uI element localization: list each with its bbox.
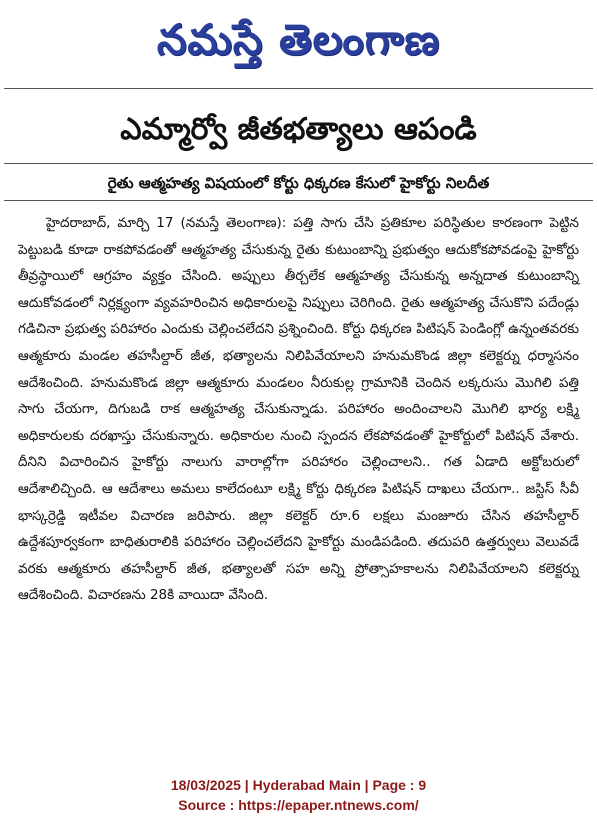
article-headline: ఎమ్మార్వో జీతభత్యాలు ఆపండి xyxy=(120,112,477,147)
footer-source-link: Source : https://epaper.ntnews.com/ xyxy=(178,797,419,813)
divider xyxy=(4,200,593,201)
divider xyxy=(4,163,593,164)
article-subheadline: రైతు ఆత్మహత్య విషయంలో కోర్టు ధిక్కరణ కేసులో హైకోర్టు నిలదీత xyxy=(107,174,490,192)
divider xyxy=(4,88,593,89)
newspaper-masthead: నమస్తే తెలంగాణ xyxy=(156,15,441,64)
footer-date-edition: 18/03/2025 | Hyderabad Main | Page : 9 xyxy=(170,777,427,793)
source-footer xyxy=(0,775,597,815)
article-body: హైదరాబాద్, మార్చి 17 (నమస్తే తెలంగాణ): పత్తి సాగు చేసి ప్రతికూల పరిస్థితుల కారణంగా పెట్టిన పెట్టుబడి కూడా రాకపోవడంతో ఆత్మహత్య చేసుకున్న రైతు కుటుంబాన్ని ప్రభుత్వం ఆదుకోకపోవడంపై హైకోర్టు తీవ్రస్థాయిలో ఆగ్రహం వ్యక్తం చేసింది. అప్పులు తీర్చలేక ఆత్మహత్య చేసుకున్న అన్నదాత కుటుంబాన్ని ఆదుకోవడంలో నిర్లక్ష్యంగా వ్యవహరించిన అధికారులపై నిప్పులు చెరిగింది. రైతు ఆత్మహత్య చేసుకొని పదేండ్లు గడిచినా ప్రభుత్వ పరిహారం ఎందుకు చెల్లించలేదని ప్రశ్నించింది. కోర్టు ధిక్కరణ పిటిషన్ పెండింగ్లో ఉన్నంతవరకు ఆత్మకూరు మండల తహసీల్దార్ జీత, భత్యాలను నిలిపివేయాలని హనుమకొండ జిల్లా కలెక్టర్ను ధర్మాసనం ఆదేశించింది. హనుమకొండ జిల్లా ఆత్మకూరు మండలం నీరుకుల్ల గ్రామానికి చెందిన లక్కరుసు మొగిలి పత్తి సాగు చేయగా, దిగుబడి రాక ఆత్మహత్య చేసుకున్నాడు. పరిహారం అందించాలని మొగిలి భార్య లక్ష్మి అధికారులకు దరఖాస్తు చేసుకున్నారు. అధికారుల నుంచి స్పందన లేకపోవడంతో హైకోర్టులో పిటిషన్ వేశారు. దీనిని విచారించిన హైకోర్టు నాలుగు వారాల్లోగా పరిహారం చెల్లించాలని.. గత ఏడాది అక్టోబరులో ఆదేశాలిచ్చింది. ఆ ఆదేశాలు అమలు కాలేదంటూ లక్ష్మి కోర్టు ధిక్కరణ పిటిషన్ దాఖలు చేయగా.. జస్టిస్ సీవీ భాస్కర్రెడ్డి ఇటీవల విచారణ జరిపారు. జిల్లా కలెక్టర్ రూ.6 లక్షలు మంజూరు చేసిన తహసీల్దార్ ఉద్దేశపూర్వకంగా బాధితురాలికి పరిహారం చెల్లించలేదని హైకోర్టు మండిపడింది. తదుపరి ఉత్తర్వులు వెలువడే వరకు ఆత్మకూరు తహసీల్దార్ జీత, భత్యాలతో సహ అన్ని ప్రోత్సాహకాలను నిలిపివేయాలని కలెక్టర్ను ఆదేశించింది. విచారణను 28కి వాయిదా వేసింది. xyxy=(18,215,579,604)
